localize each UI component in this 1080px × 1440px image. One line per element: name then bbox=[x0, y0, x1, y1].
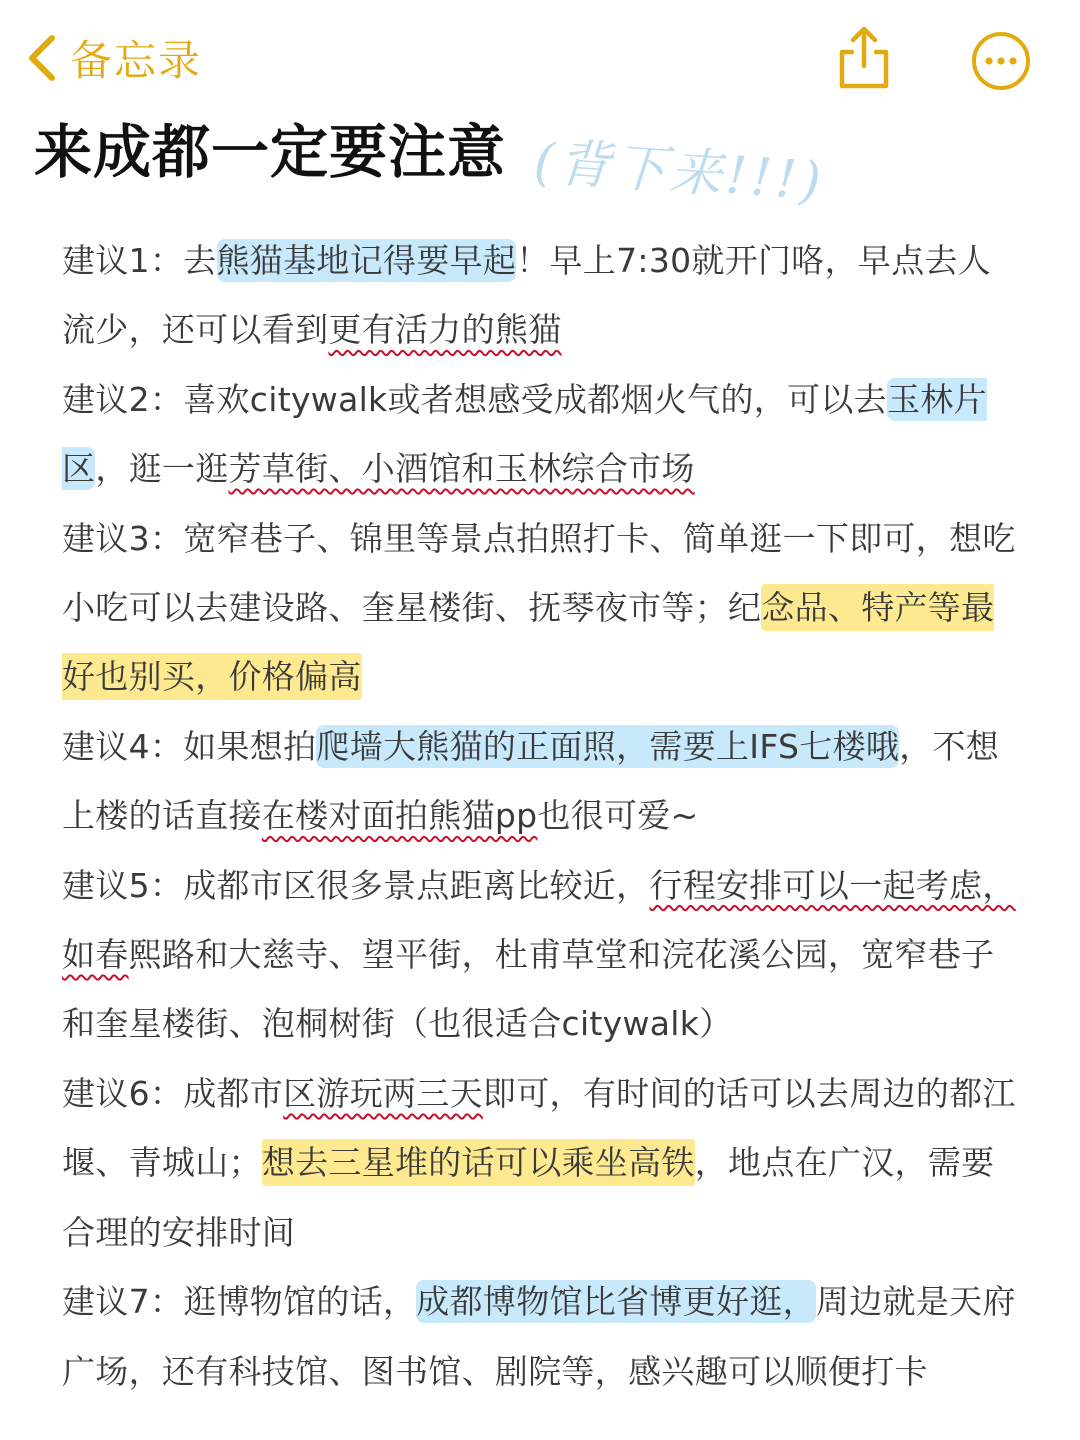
tip-paragraph bbox=[62, 504, 1022, 712]
more-horizontal-icon bbox=[970, 30, 1032, 92]
tip-text: 熙路和大慈寺、望平街，杜甫草堂和浣花溪公园，宽窄巷子和奎星楼街、泡桐树街（也很适合citywalk） bbox=[62, 935, 995, 1044]
tip-paragraph bbox=[62, 1059, 1022, 1267]
tip-paragraph bbox=[62, 712, 1022, 851]
chevron-left-icon bbox=[22, 30, 62, 86]
highlight-blue: 熊猫基地记得要早起 bbox=[216, 241, 517, 280]
tip-text: 建议6：成都市 bbox=[62, 1073, 284, 1113]
tip-text: 建议5：成都市区很多景点距离比较近， bbox=[62, 865, 650, 905]
tip-text: 建议2：喜欢citywalk或者想感受成都烟火气的，可以去 bbox=[62, 379, 887, 419]
back-button-label: 备忘录 bbox=[70, 36, 203, 85]
tip-text: 即可，有时间的话可以去周边的都江堰、青城山； bbox=[62, 1073, 1016, 1183]
highlight-blue: 玉林片区 bbox=[62, 379, 987, 489]
handwritten-annotation: (背下来!!!) bbox=[531, 132, 827, 213]
tip-paragraph bbox=[62, 226, 1022, 365]
tip-text: ！早上7:30就开门咯，早点去人流少，还可以看到 bbox=[62, 241, 992, 350]
tip-paragraph bbox=[62, 1267, 1022, 1406]
tip-text: ，不想上楼的话直接 bbox=[62, 726, 1000, 836]
wavy-underline: 更有活力的熊猫 bbox=[328, 310, 562, 350]
tip-text: ，地点在广汉，需要合理的安排时间 bbox=[62, 1143, 995, 1252]
tip-text: ，逛一逛 bbox=[95, 449, 229, 489]
wavy-underline: 在楼对面拍熊猫pp bbox=[261, 796, 538, 836]
share-button[interactable] bbox=[832, 24, 896, 92]
back-button[interactable] bbox=[22, 30, 202, 86]
more-button[interactable] bbox=[970, 30, 1032, 92]
highlight-yellow: 念品、特产等最好也别买，价格偏高 bbox=[62, 584, 994, 700]
tip-paragraph bbox=[62, 851, 1022, 1059]
highlight-blue: 成都博物馆比省博更好逛， bbox=[416, 1282, 816, 1322]
highlight-blue: 爬墙大熊猫的正面照，需要上IFS七楼哦 bbox=[316, 726, 900, 766]
tip-text: 建议4：如果想拍 bbox=[62, 726, 317, 766]
share-icon bbox=[832, 24, 896, 92]
wavy-underline: 芳草街、小酒馆和玉林综合市场 bbox=[228, 449, 695, 489]
tip-paragraph bbox=[62, 365, 1022, 504]
tip-text: 周边就是天府广场，还有科技馆、图书馆、剧院等，感兴趣可以顺便打卡 bbox=[62, 1282, 1016, 1391]
tip-text: 建议1：去 bbox=[62, 241, 217, 280]
highlight-yellow: 想去三星堆的话可以乘坐高铁 bbox=[262, 1139, 695, 1186]
wavy-underline: 行程安排可以一起考虑，如春 bbox=[62, 865, 1016, 975]
note-title: 来成都一定要注意 bbox=[34, 118, 507, 186]
tip-text: 建议3：宽窄巷子、锦里等景点拍照打卡、简单逛一下即可，想吃小吃可以去建设路、奎星楼街、抚琴夜市等；纪 bbox=[62, 518, 1016, 628]
tip-text: 也很可爱~ bbox=[537, 796, 699, 836]
navigation-bar bbox=[0, 0, 1080, 110]
note-body[interactable] bbox=[62, 226, 1022, 1406]
note-title-row bbox=[34, 112, 1054, 212]
wavy-underline: 区游玩两三天 bbox=[283, 1073, 483, 1113]
tip-text: 建议7：逛博物馆的话， bbox=[62, 1282, 417, 1322]
